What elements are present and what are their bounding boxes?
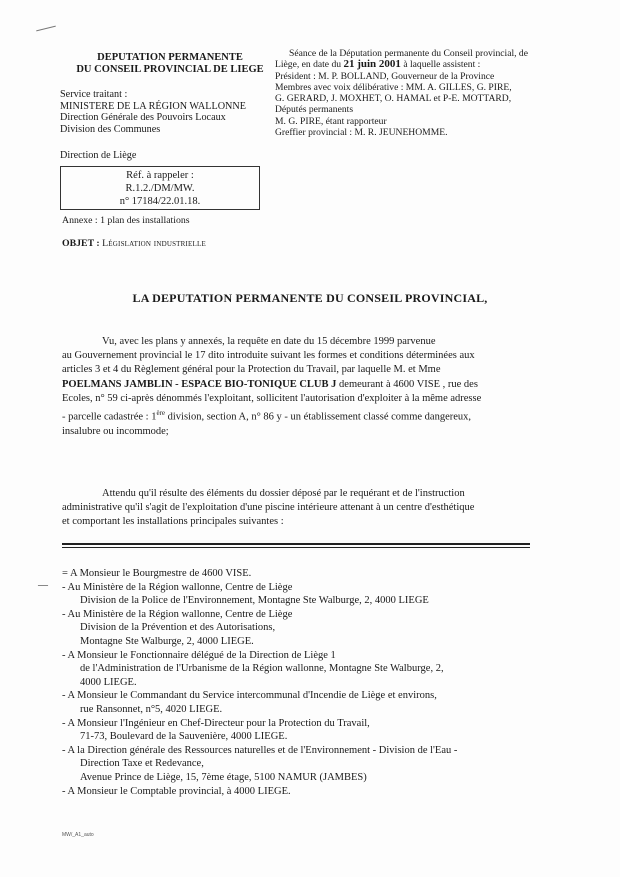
recipient-detail-line: Montagne Ste Walburge, 2, 4000 LIEGE. (80, 635, 254, 647)
deputes-line: Députés permanents (275, 104, 354, 116)
seance-pre: Liège, en date du (275, 59, 342, 71)
distribution-item (62, 581, 562, 608)
service-line1: MINISTERE DE LA RÉGION WALLONNE (60, 100, 246, 112)
annexe-note: Annexe : 1 plan des installations (62, 215, 190, 226)
org-name-line2: DU CONSEIL PROVINCIAL DE LIEGE (76, 63, 264, 75)
recipient-line: - A la Direction générale des Ressources naturelles et de l'Environnement - Division de l'Eau - (62, 744, 458, 756)
service-line2: Direction Générale des Pouvoirs Locaux (60, 112, 226, 124)
para1-line7: insalubre ou incommode; (62, 425, 169, 437)
distribution-item (62, 717, 562, 744)
recipient-detail-line: de l'Administration de l'Urbanisme de la Région wallonne, Montagne Ste Walburge, 2, (80, 663, 444, 675)
para1-line5: Ecoles, n° 59 ci-après dénommés l'exploitant, sollicitent l'autorisation d'exploiter à la même adresse (62, 392, 482, 404)
seance-date: 21 juin 2001 (343, 58, 401, 71)
recipient-line: - A Monsieur le Commandant du Service intercommunal d'Incendie de Liège et environs, (62, 690, 437, 702)
org-name-line1: DEPUTATION PERMANENTE (97, 52, 243, 63)
membres-line1: Membres avec voix délibérative : MM. A. GILLES, G. PIRE, (275, 81, 512, 93)
service-label: Service traitant : (60, 89, 128, 101)
para2-line1: Attendu qu'il résulte des éléments du dossier déposé par le requérant et de l'instruction (102, 488, 465, 499)
seance-line2 (275, 59, 565, 70)
separator-rule (62, 543, 530, 545)
document-title: LA DEPUTATION PERMANENTE DU CONSEIL PROVINCIAL, (132, 291, 488, 305)
recipient-detail-line: Direction Taxe et Redevance, (80, 758, 204, 770)
reference-box (60, 166, 260, 210)
greffier-line: Greffier provincial : M. R. JEUNEHOMME. (275, 127, 448, 139)
footer-code: MW/_A1_auto (62, 832, 94, 838)
rapporteur-line: M. G. PIRE, étant rapporteur (275, 115, 387, 127)
seance-line1: Séance de la Députation permanente du Conseil provincial, de (289, 48, 528, 59)
paragraph-vu (62, 335, 560, 439)
margin-dash: — (38, 580, 48, 591)
president-line: Président : M. P. BOLLAND, Gouverneur de la Province (275, 70, 495, 82)
distribution-item (62, 649, 562, 690)
para1-line6b: division, section A, n° 86 y - un établissement classé comme dangereux, (167, 411, 472, 423)
para1-line3: articles 3 et 4 du Règlement général pour la Protection du Travail, par laquelle M. et Mme (62, 364, 441, 376)
ref-line1: Réf. à rappeler : (126, 170, 194, 181)
recipient-detail-line: Division de la Prévention et des Autorisations, (80, 622, 276, 634)
ref-line2: R.1.2./DM/MW. (125, 183, 195, 194)
para1-line2: au Gouvernement provincial le 17 dito introduite suivant les formes et conditions déterminées aux (62, 350, 475, 362)
para2-line3: et comportant les installations principales suivantes : (62, 516, 284, 528)
para1-sup: ère (156, 409, 165, 418)
recipient-detail-line: 4000 LIEGE. (80, 676, 137, 688)
recipient-detail-line: Division de la Police de l'Environnement, Montagne Ste Walburge, 2, 4000 LIEGE (80, 595, 429, 607)
para1-line4: demeurant à 4600 VISE , rue des (339, 378, 478, 390)
separator-rule-thin (62, 547, 530, 548)
recipient-detail-line: Avenue Prince de Liège, 15, 7ème étage, 5100 NAMUR (JAMBES) (80, 771, 367, 783)
applicant-name: POELMANS JAMBLIN - ESPACE BIO-TONIQUE CLUB J (62, 378, 337, 390)
distribution-item (62, 744, 562, 785)
service-line3: Division des Communes (60, 123, 161, 135)
objet-label: OBJET : (62, 238, 100, 249)
sender-block (60, 52, 280, 161)
recipient-line: = A Monsieur le Bourgmestre de 4600 VISE. (62, 568, 252, 579)
scan-mark (36, 26, 56, 32)
para1-line1: Vu, avec les plans y annexés, la requête en date du 15 décembre 1999 parvenue (102, 336, 436, 347)
membres-line2: G. GERARD, J. MOXHET, O. HAMAL et P-E. MOTTARD, (275, 93, 512, 105)
distribution-item (62, 567, 562, 581)
recipient-line: - Au Ministère de la Région wallonne, Centre de Liège (62, 581, 293, 593)
objet-value: Législation industrielle (102, 238, 206, 249)
distribution-item (62, 689, 562, 716)
distribution-item (62, 608, 562, 649)
recipient-detail-line: rue Ransonnet, n°5, 4020 LIEGE. (80, 703, 223, 715)
recipient-line: - Au Ministère de la Région wallonne, Centre de Liège (62, 608, 293, 620)
session-block (275, 48, 565, 138)
direction-label: Direction de Liège (60, 149, 137, 161)
para1-line6a: - parcelle cadastrée : 1 (62, 411, 157, 423)
para2-line2: administrative qu'il s'agit de l'exploitation d'une piscine intérieure attenant à un centre d'esthétique (62, 502, 475, 514)
recipient-line: - A Monsieur le Comptable provincial, à 4000 LIEGE. (62, 785, 291, 797)
recipient-line: - A Monsieur le Fonctionnaire délégué de la Direction de Liège 1 (62, 649, 336, 661)
ref-line3: n° 17184/22.01.18. (119, 196, 201, 207)
seance-post: à laquelle assistent : (403, 59, 481, 71)
distribution-item (62, 785, 562, 799)
recipient-detail-line: 71-73, Boulevard de la Sauvenière, 4000 LIEGE. (80, 731, 288, 743)
distribution-list (62, 567, 562, 798)
objet-line (62, 238, 206, 249)
recipient-line: - A Monsieur l'Ingénieur en Chef-Directeur pour la Protection du Travail, (62, 717, 370, 729)
paragraph-attendu (62, 487, 560, 530)
